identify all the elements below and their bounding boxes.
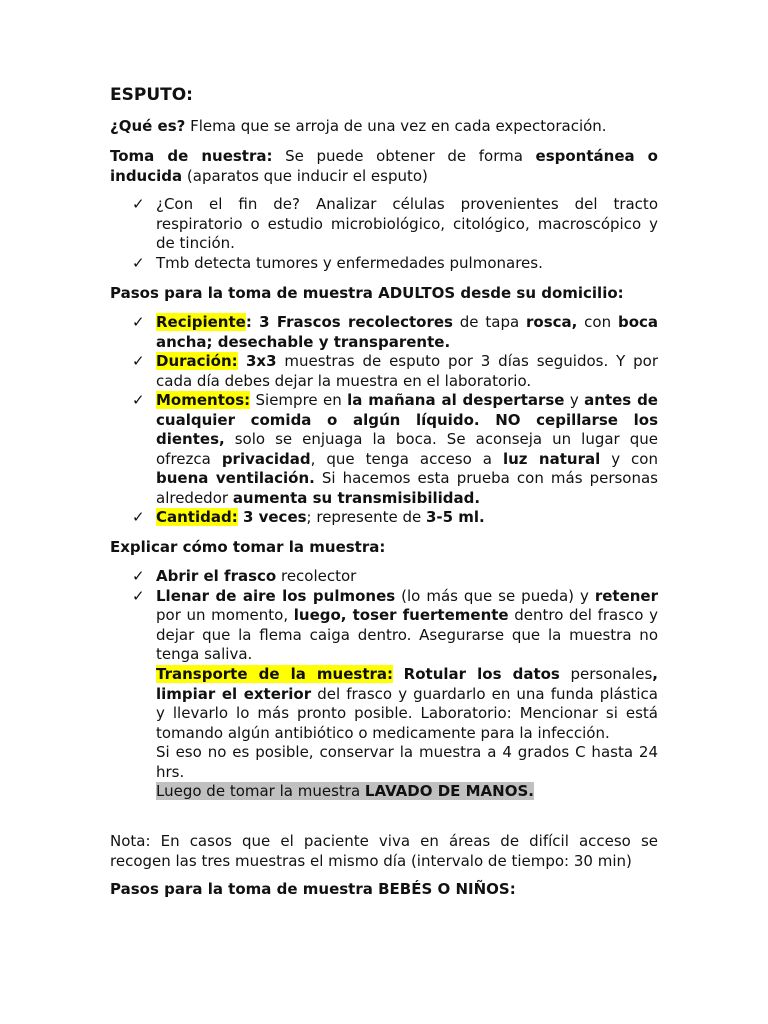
explicar-list: [110, 567, 658, 665]
que-es-label: ¿Qué es?: [110, 117, 186, 135]
adultos-list: [110, 313, 658, 528]
check-mark-icon: ✓: [132, 313, 145, 331]
toma-label: Toma de nuestra:: [110, 147, 273, 165]
explicar-heading: Explicar cómo tomar la muestra:: [110, 538, 386, 556]
fin-list: [110, 195, 658, 273]
list-item: ✓ Tmb detecta tumores y enfermedades pulmonares.: [132, 253, 543, 272]
que-es-text: Flema que se arroja de una vez en cada expectoración.: [185, 117, 607, 135]
check-mark-icon: ✓: [132, 586, 145, 605]
list-item-momentos: ✓ Momentos: Siempre en la mañana al despertarse y antes de cualquier comida o algún líquido. NO cepillarse los dientes, solo se enjuaga la boca. Se aconseja un lugar que ofrezca privacidad, que tenga acceso a luz natural y con buena ventilación. Si hacemos esta prueba con más personas alrededor aumenta su transmisibilidad.: [132, 391, 658, 507]
check-mark-icon: ✓: [132, 253, 145, 272]
page-title: ESPUTO:: [110, 85, 193, 105]
check-mark-icon: ✓: [132, 508, 145, 526]
conservar-paragraph: Si eso no es posible, conservar la muestra a 4 grados C hasta 24 hrs.: [156, 743, 658, 781]
check-mark-icon: ✓: [132, 352, 145, 370]
check-mark-icon: ✓: [132, 567, 145, 585]
list-item-cantidad: ✓ Cantidad: 3 veces; represente de 3-5 ml.: [132, 508, 485, 526]
list-item-duracion: ✓ Duración: 3x3 muestras de esputo por 3 días seguidos. Y por cada día debes dejar la muestra en el laboratorio.: [132, 352, 658, 390]
list-item-llenar: ✓ Llenar de aire los pulmones (lo más que se pueda) y retener por un momento, luego, toser fuertemente dentro del frasco y dejar que la flema caiga dentro. Asegurarse que la muestra no tenga saliva.: [132, 586, 658, 663]
que-es-paragraph: [110, 117, 658, 137]
list-item-abrir: ✓ Abrir el frasco recolector: [132, 567, 357, 585]
lavado-paragraph: Luego de tomar la muestra LAVADO DE MANOS.: [156, 782, 534, 800]
toma-paragraph: Toma de nuestra: Se puede obtener de forma espontánea o inducida (aparatos que inducir el esputo): [110, 147, 658, 185]
adultos-heading: Pasos para la toma de muestra ADULTOS desde su domicilio:: [110, 284, 624, 302]
ninos-heading: Pasos para la toma de muestra BEBÉS O NIÑOS:: [110, 880, 516, 898]
check-mark-icon: ✓: [132, 195, 145, 213]
nota-paragraph: Nota: En casos que el paciente viva en áreas de difícil acceso se recogen las tres muestras el mismo día (intervalo de tiempo: 30 min): [110, 832, 658, 870]
list-item-recipiente: ✓ Recipiente: 3 Frascos recolectores de tapa rosca, con boca ancha; desechable y transparente.: [132, 313, 659, 351]
list-item: ✓ ¿Con el fin de? Analizar células provenientes del tracto respiratorio o estudio microbiológico, citológico, macroscópico y de tinción.: [132, 195, 658, 252]
check-mark-icon: ✓: [132, 391, 145, 409]
transporte-paragraph: Transporte de la muestra: Rotular los datos personales, limpiar el exterior del frasco y guardarlo en una funda plástica y llevarlo lo más pronto posible. Laboratorio: Mencionar si está tomando algún antibiótico o medicamente para la infección.: [156, 665, 658, 742]
transporte-block: [110, 665, 658, 802]
